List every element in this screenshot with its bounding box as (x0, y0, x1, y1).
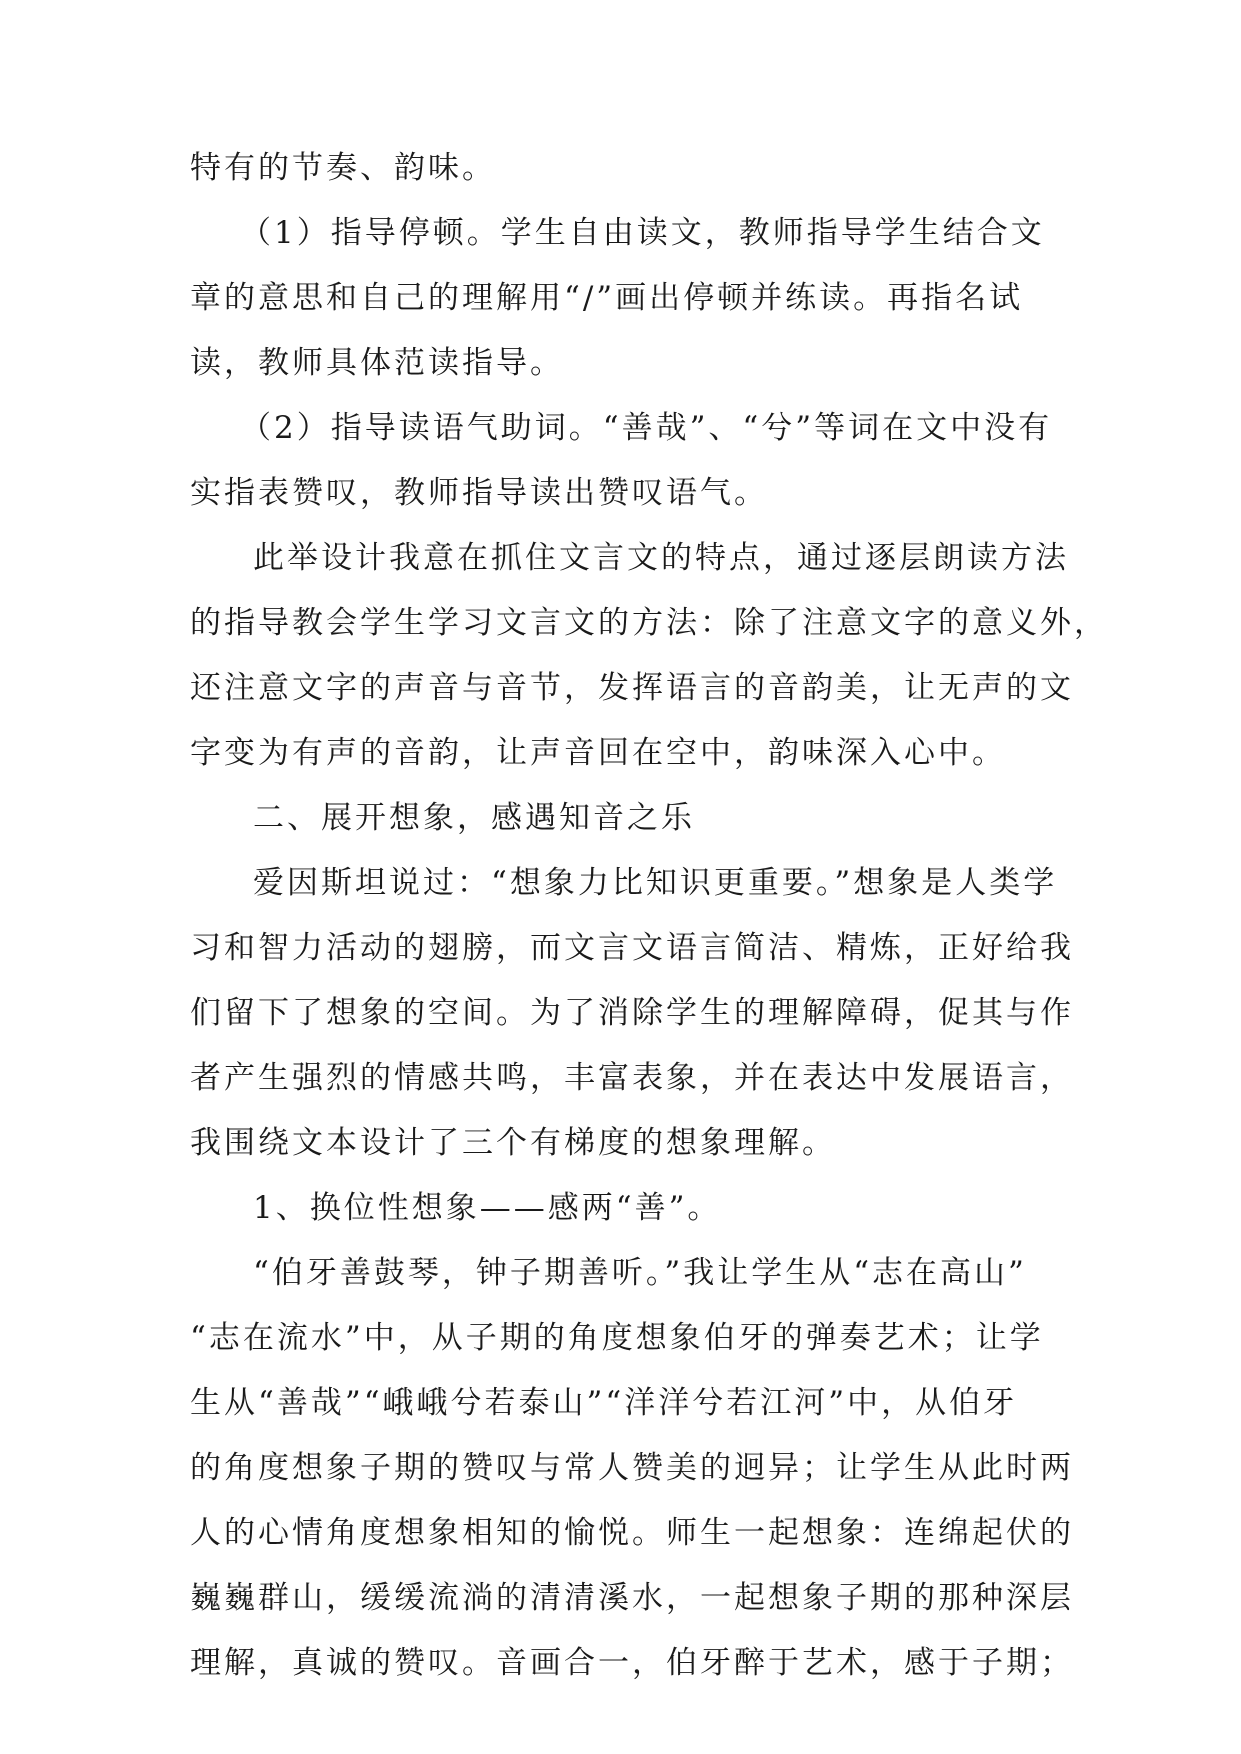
text-line: 特有的节奏、韵味。 (190, 150, 496, 186)
text-line: （2）指导读语气助词。“善哉”、“兮”等词在文中没有 (240, 410, 1053, 446)
text-line: 读，教师具体范读指导。 (190, 345, 564, 381)
text-line: 的角度想象子期的赞叹与常人赞美的迥异；让学生从此时两 (190, 1450, 1074, 1486)
section-heading: 二、展开想象，感遇知音之乐 (253, 800, 695, 836)
subsection-heading: 1、换位性想象——感两“善”。 (253, 1190, 722, 1226)
text-line: 实指表赞叹，教师指导读出赞叹语气。 (190, 475, 768, 511)
text-line: 还注意文字的声音与音节，发挥语言的音韵美，让无声的文 (190, 670, 1074, 706)
text-line: （1）指导停顿。学生自由读文，教师指导学生结合文 (240, 215, 1045, 251)
text-line: 者产生强烈的情感共鸣，丰富表象，并在表达中发展语言， (190, 1060, 1074, 1096)
text-line: 的指导教会学生学习文言文的方法：除了注意文字的意义外， (190, 605, 1108, 641)
text-line: 生从“善哉”“峨峨兮若泰山”“洋洋兮若江河”中，从伯牙 (190, 1385, 1018, 1421)
text-line: 我围绕文本设计了三个有梯度的想象理解。 (190, 1125, 836, 1161)
text-line: 理解，真诚的赞叹。音画合一，伯牙醉于艺术，感于子期； (190, 1645, 1074, 1681)
text-line: 人的心情角度想象相知的愉悦。师生一起想象：连绵起伏的 (190, 1515, 1074, 1551)
text-line: 章的意思和自己的理解用“/”画出停顿并练读。再指名试 (190, 280, 1024, 316)
text-line: 爱因斯坦说过：“想象力比知识更重要。”想象是人类学 (253, 865, 1058, 901)
text-line: 此举设计我意在抓住文言文的特点，通过逐层朗读方法 (253, 540, 1069, 576)
text-line: 们留下了想象的空间。为了消除学生的理解障碍，促其与作 (190, 995, 1074, 1031)
text-line: “伯牙善鼓琴，钟子期善听。”我让学生从“志在高山” (253, 1255, 1027, 1291)
text-line: “志在流水”中，从子期的角度想象伯牙的弹奏艺术；让学 (190, 1320, 1044, 1356)
text-line: 字变为有声的音韵，让声音回在空中，韵味深入心中。 (190, 735, 1006, 771)
text-line: 习和智力活动的翅膀，而文言文语言简洁、精炼，正好给我 (190, 930, 1074, 966)
text-line: 巍巍群山，缓缓流淌的清清溪水，一起想象子期的那种深层 (190, 1580, 1074, 1616)
